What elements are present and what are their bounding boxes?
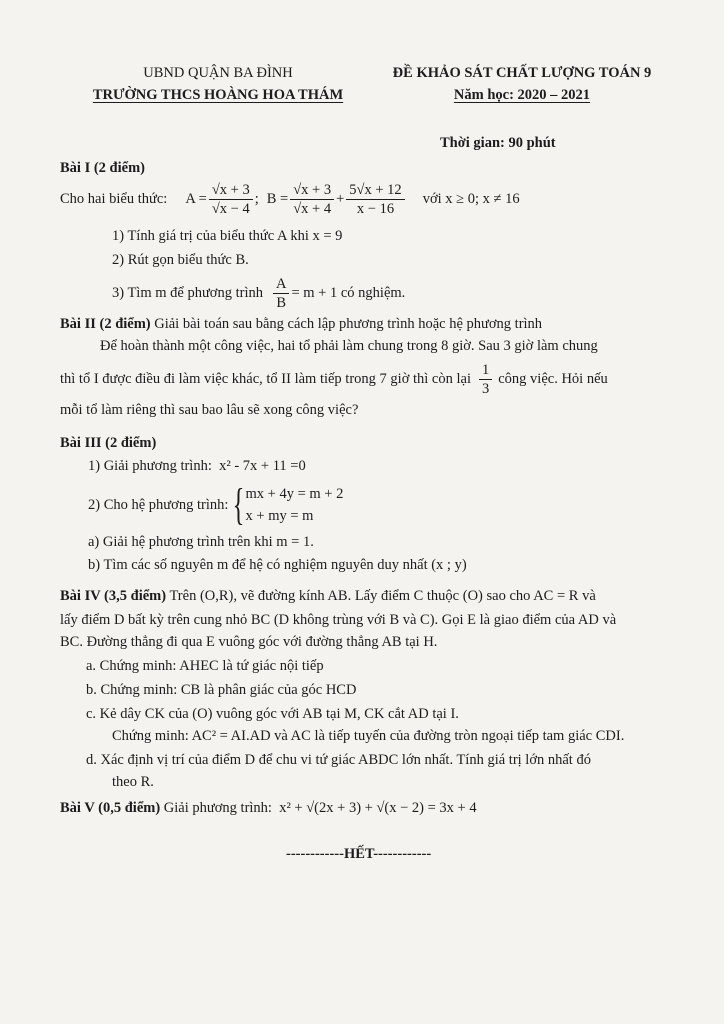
bai2-line1: Để hoàn thành một công việc, hai tổ phải làm chung trong 8 giờ. Sau 3 giờ làm chung (100, 338, 598, 354)
bai3-qb: b) Tìm các số nguyên m để hệ có nghiệm nguyên duy nhất (x ; y) (88, 557, 467, 573)
school-header (68, 62, 368, 106)
system-brace: { (233, 480, 245, 529)
bai3-q2: 2) Cho hệ phương trình: { mx + 4y = m + 2 x + my = m (88, 480, 344, 529)
bai1-q2: 2) Rút gọn biểu thức B. (112, 252, 249, 268)
bai2-line3: mỗi tổ làm riêng thì sau bao lâu sẽ xong công việc? (60, 402, 359, 418)
district-name: UBND QUẬN BA ĐÌNH (143, 65, 293, 81)
bai4-qd2: theo R. (112, 774, 154, 790)
bai4-qd1: d. Xác định vị trí của điểm D để chu vi tứ giác ABDC lớn nhất. Tính giá trị lớn nhất đó (86, 752, 591, 768)
bai1-q3: 3) Tìm m để phương trình $\frac{A}{B}$ = m + 1 có nghiệm. (112, 275, 406, 311)
remaining-fraction: $\frac{1}{3}$ (479, 362, 492, 397)
ratio-fraction: $\frac{A}{B}$ (273, 276, 289, 311)
bai3-q1: 1) Giải phương trình: x² - 7x + 11 =0 (88, 458, 306, 474)
exam-title: ĐỀ KHẢO SÁT CHẤT LƯỢNG TOÁN 9 (392, 65, 652, 81)
bai3-title: Bài III (2 điểm) (60, 435, 157, 451)
exam-header (372, 62, 672, 106)
bai3-qa: a) Giải hệ phương trình trên khi m = 1. (88, 534, 314, 550)
expr-a-fraction: $\frac{√x + 3}{√x - 4}$ (209, 182, 253, 217)
bai1-q1: 1) Tính giá trị của biểu thức A khi x = 9 (112, 228, 343, 244)
bai4-qc1: c. Kẻ dây CK của (O) vuông góc với AB tại M, CK cắt AD tại I. (86, 706, 459, 722)
bai2-heading: Bài II (2 điểm) Giải bài toán sau bằng cách lập phương trình hoặc hệ phương trình (60, 316, 543, 332)
bai1-expressions: Cho hai biểu thức: A = $\frac{√x + 3}{√x - 4}$ ; B = $\frac{√x + 3}{√x + 4}$ + $\frac{5√x + 12}{x - 16}$ với x ≥ 0; x ≠ 16 (60, 181, 520, 217)
expr-b-fraction-1: $\frac{√x + 3}{√x + 4}$ (290, 182, 334, 217)
expr-b-fraction-2: $\frac{5√x + 12}{x - 16}$ (346, 182, 404, 217)
school-year: Năm học: 2020 – 2021 (453, 87, 591, 103)
exam-duration: Thời gian: 90 phút (440, 135, 556, 151)
bai4-line1: Bài IV (3,5 điểm) Trên (O,R), vẽ đường kính AB. Lấy điểm C thuộc (O) sao cho AC = R và (60, 588, 596, 604)
bai5-line: Bài V (0,5 điểm) Giải phương trình: x² + √(2x + 3) + √(x − 2) = 3x + 4 (60, 800, 477, 816)
end-marker: ------------HẾT------------ (286, 846, 432, 862)
bai1-title: Bài I (2 điểm) (60, 160, 145, 176)
equation-system: mx + 4y = m + 2 x + my = m (245, 486, 344, 524)
school-name: TRƯỜNG THCS HOÀNG HOA THÁM (92, 87, 344, 103)
bai4-qc2: Chứng minh: AC² = AI.AD và AC là tiếp tuyến của đường tròn ngoại tiếp tam giác CDI. (112, 728, 625, 744)
bai4-qa: a. Chứng minh: AHEC là tứ giác nội tiếp (86, 658, 324, 674)
bai4-line2: lấy điểm D bất kỳ trên cung nhỏ BC (D không trùng với B và C). Gọi E là giao điểm của AD và (60, 612, 617, 628)
bai4-qb: b. Chứng minh: CB là phân giác của góc HCD (86, 682, 357, 698)
bai2-line2: thì tổ I được điều đi làm việc khác, tổ II làm tiếp trong 7 giờ thì còn lại $\frac{1}{3}$ công việc. Hỏi nếu (60, 361, 608, 397)
bai4-line3: BC. Đường thẳng đi qua E vuông góc với đường thẳng AB tại H. (60, 634, 438, 650)
